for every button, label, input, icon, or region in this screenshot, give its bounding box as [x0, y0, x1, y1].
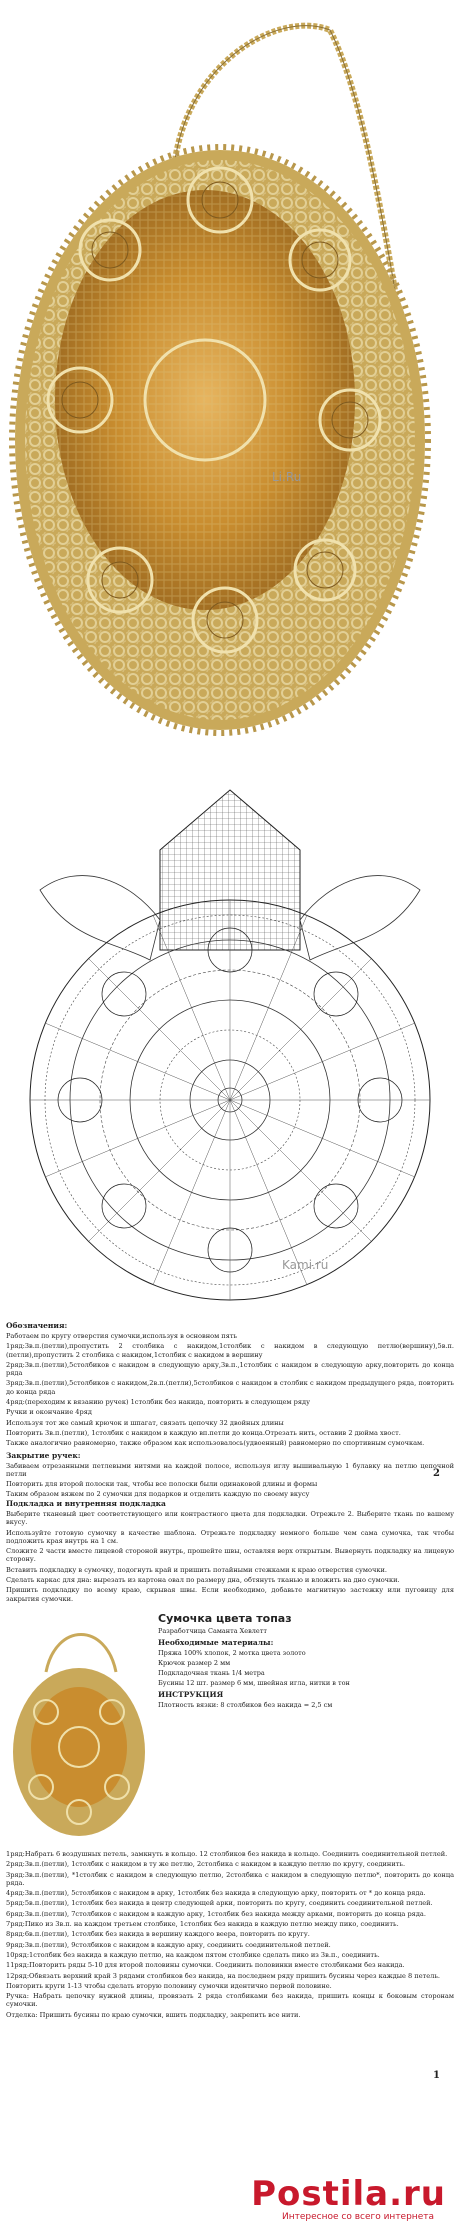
lining-para: Сделать каркас для дна: вырезать из картона овал по размеру дна, обтянуть тканью и вложить на дно сумочки.: [6, 1576, 400, 1585]
legend-para: 1ряд:3в.п.(петли),пропустить 2 столбика с накидом,1столбик с накидом в следующую петлю(вершину),5в.п.(петли),пропустить 2 столбика с накидом,1столбик с накидом в вершину: [6, 1342, 454, 1359]
legend-para: Повторить для второй полоски так, чтобы все полоски были одинаковой длины и формы: [6, 1480, 318, 1489]
row-instruction: 3ряд:3в.п.(петли), *1столбик с накидом в следующую петлю, 2столбика с накидом в следующую петлю*, повторить до конца ряда.: [6, 1870, 454, 1887]
bag-photo: [0, 0, 460, 760]
legend-section: [6, 1318, 454, 1501]
crochet-diagram: [0, 770, 460, 1310]
lining-para: Вставить подкладку в сумочку, подогнуть край и пришить потайными стежками к краю отверстия сумочки.: [6, 1565, 387, 1574]
lining-para: Выберите тканевый цвет соответствующего или контрастного цвета для подкладки. Отрежьте 2. Выберите ткань по вашему вкусу.: [6, 1510, 454, 1527]
topaz-bag-title: Сумочка цвета топаз: [158, 1612, 292, 1625]
legend-para: Работаем по кругу отверстия сумочки,используя в основном пять: [6, 1332, 238, 1340]
legend-para: Также аналогично равномерно, также образом как использовалось(удвоенный) равномерно по спортивным сумочкам.: [6, 1439, 425, 1448]
bag-thumbnail: [6, 1612, 152, 1842]
row-instruction: 2ряд:3в.п.(петли), 1столбик с накидом в ту же петлю, 2столбика с накидом в каждую петлю по кругу, соединить.: [6, 1860, 406, 1869]
legend-para: Используя тот же самый крючок и шпагат, связать цепочку 32 двойных длины: [6, 1418, 284, 1427]
site-logo-subtitle: Интересное со всего интернета: [282, 2212, 434, 2222]
row-instruction: 12ряд:Обвязать верхний край 3 рядами столбиков без накида, на последнем ряду пришить бусины через каждые 8 петель.: [6, 1971, 441, 1980]
row-instruction: 11ряд:Повторить ряды 5-10 для второй половины сумочки. Соединить половинки вместе столбиками без накида.: [6, 1961, 405, 1970]
row-instruction: 7ряд:Пико из 3в.п. на каждом третьем столбике, 1столбик без накида в каждую петлю между пико, соединить.: [6, 1920, 399, 1929]
legend-para: 4ряд:(переходим к вязанию ручек) 1столбик без накида, повторить в следующем ряду: [6, 1398, 310, 1407]
photo-watermark: Li.Ru: [272, 470, 302, 484]
legend-para: Ручки и окончание 4ряд: [6, 1408, 92, 1417]
row-instruction: 8ряд:6в.п.(петли), 1столбик без накида в вершину каждого веера, повторить по кругу.: [6, 1930, 310, 1939]
tail-para: Отделка: Пришить бусины по краю сумочки, вшить подкладку, закрепить все нити.: [6, 2010, 301, 2019]
site-logo[interactable]: Postila.ru: [251, 2174, 446, 2214]
legend-title: Обозначения:: [6, 1321, 68, 1330]
gauge-line: Плотность вязки: 8 столбиков без накида = 2,5 см: [158, 1701, 333, 1709]
row-instruction: 9ряд:3в.п.(петли), 9столбиков с накидом в каждую арку, соединить соединительной петлей.: [6, 1940, 331, 1949]
row-instruction: 6ряд:3в.п.(петли), 7столбиков с накидом в каждую арку, 1столбик без накида между арками, повторить до конца ряда.: [6, 1909, 426, 1918]
rows-section: [6, 1850, 454, 2021]
crochet-chart-illustration: [0, 770, 460, 1310]
material-item: Крючок размер 2 мм: [158, 1659, 231, 1667]
lining-title: Подкладка и внутренняя подкладка: [6, 1499, 166, 1508]
row-instruction: 10ряд:1столбик без накида в каждую петлю, на каждом пятом столбике сделать пико из 3в.п., соединить.: [6, 1950, 380, 1959]
lining-para: Пришить подкладку по всему краю, скрывая швы. Если необходимо, добавьте магнитную застежку или пуговицу для закрытия сумочки.: [6, 1586, 454, 1603]
legend-para: Повторить 3в.п.(петли), 1столбик с накидом в каждую вп.петли до конца.Отрезать нить, оставив 2 дюйма хвост.: [6, 1428, 401, 1437]
tail-para: Повторить круги 1-13 чтобы сделать вторую половину сумочки идентично первой половине.: [6, 1981, 332, 1990]
lining-para: Сложите 2 части вместе лицевой стороной внутрь, прошейте швы, оставляя верх открытым. Вывернуть подкладку на лицевую сторону.: [6, 1547, 454, 1564]
page-number: 2: [433, 1468, 440, 1479]
material-item: Бусины 12 шт. размер 6 мм, швейная игла, нитки в тон: [158, 1679, 350, 1687]
crochet-bag-illustration: [0, 0, 460, 760]
row-instruction: 5ряд:5в.п.(петли), 1столбик без накида в центр следующей арки, повторить по кругу, соединить соединительной петлей.: [6, 1899, 433, 1908]
lining-para: Используйте готовую сумочку в качестве шаблона. Отрежьте подкладку немного больше чем сама сумочка, так чтобы подложить края внутрь на 1 см.: [6, 1528, 454, 1545]
diagram-watermark: Kami.ru: [282, 1258, 329, 1272]
instructions-title: ИНСТРУКЦИЯ: [158, 1690, 224, 1699]
materials-title: Необходимые материалы:: [158, 1638, 274, 1647]
tail-para: Ручка: Набрать цепочку нужной длины, провязать 2 ряда столбиками без накида, пришить концы к боковым сторонам сумочки.: [6, 1992, 454, 2009]
legend-para: 2ряд:3в.п.(петли),5столбиков с накидом в следующую арку,3в.п.,1столбик с накидом в следующую арку,повторить до конца ряда: [6, 1360, 454, 1378]
designer-line: Разработчица Саманта Хевлетт: [158, 1627, 267, 1635]
topaz-bag-header: [158, 1612, 452, 1711]
bag-thumbnail-illustration: [6, 1612, 152, 1842]
legend-para: Забиваем отрезанными петлевыми нитями на каждой полосе, используя иглу вышивальную 1 булавку на петлю цепочной петли: [6, 1461, 454, 1478]
legend-para: 3ряд:3в.п.(петли),5столбиков с накидом,2в.п.(петли),5столбиков с накидом в столбик с накидом предыдущего ряда, повторить до конца ряда: [6, 1379, 454, 1396]
lining-section: [6, 1496, 454, 1605]
handles-closing-title: Закрытие ручек:: [6, 1450, 81, 1460]
legend-para: Таким образом вяжем по 2 сумочки для подарков и отделить каждую по своему вкусу: [6, 1490, 310, 1499]
row-instruction: 4ряд:3в.п.(петли), 5столбиков с накидом в арку, 1столбик без накида в следующую арку, повторить от * до конца ряда.: [6, 1889, 426, 1898]
row-instruction: 1ряд:Набрать 6 воздушных петель, замкнуть в кольцо. 12 столбиков без накида в кольцо. Соединить соединительной петлей.: [6, 1850, 448, 1858]
material-item: Пряжа 100% хлопок, 2 мотка цвета золото: [158, 1649, 306, 1657]
material-item: Подкладочная ткань 1/4 метра: [158, 1669, 265, 1677]
page-number: 1: [433, 2070, 440, 2081]
